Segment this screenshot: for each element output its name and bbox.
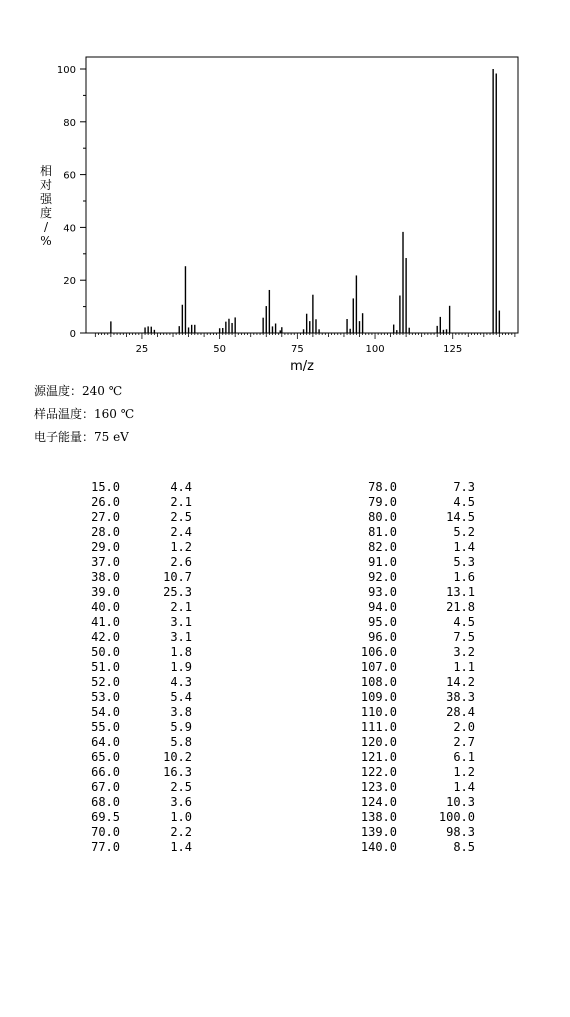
mz-value: 110.0 [360, 705, 397, 719]
table-row [355, 720, 475, 735]
abundance-value: 1.9 [170, 660, 192, 674]
peak-bars [111, 69, 499, 333]
peak-table-left [80, 480, 192, 855]
abundance-value: 4.4 [170, 480, 192, 494]
table-row [355, 660, 475, 675]
table-row [355, 525, 475, 540]
mz-value: 54.0 [91, 705, 120, 719]
y-tick-label: 40 [63, 223, 76, 235]
mz-value: 77.0 [91, 840, 120, 854]
table-row [80, 840, 192, 855]
abundance-value: 1.2 [453, 765, 475, 779]
mz-value: 120.0 [360, 735, 397, 749]
y-tick-label: 60 [63, 170, 76, 182]
mz-value: 68.0 [91, 795, 120, 809]
abundance-value: 5.9 [170, 720, 192, 734]
table-row [80, 720, 192, 735]
mz-value: 124.0 [360, 795, 397, 809]
mz-value: 39.0 [91, 585, 120, 599]
mz-value: 26.0 [91, 495, 120, 509]
mz-value: 109.0 [360, 690, 397, 704]
table-row [355, 810, 475, 825]
mz-value: 91.0 [368, 555, 397, 569]
table-row [355, 600, 475, 615]
mz-value: 67.0 [91, 780, 120, 794]
abundance-value: 2.7 [453, 735, 475, 749]
mz-value: 70.0 [91, 825, 120, 839]
table-row [355, 570, 475, 585]
abundance-value: 1.4 [453, 780, 475, 794]
peak-table-right [355, 480, 475, 855]
abundance-value: 5.3 [453, 555, 475, 569]
mz-value: 140.0 [360, 840, 397, 854]
mz-value: 82.0 [368, 540, 397, 554]
abundance-value: 1.4 [453, 540, 475, 554]
abundance-value: 1.2 [170, 540, 192, 554]
abundance-value: 5.4 [170, 690, 192, 704]
abundance-value: 2.6 [170, 555, 192, 569]
mz-value: 93.0 [368, 585, 397, 599]
abundance-value: 4.5 [453, 495, 475, 509]
table-row [80, 675, 192, 690]
table-row [80, 540, 192, 555]
mz-value: 52.0 [91, 675, 120, 689]
abundance-value: 21.8 [446, 600, 475, 614]
abundance-value: 38.3 [446, 690, 475, 704]
mz-value: 92.0 [368, 570, 397, 584]
abundance-value: 8.5 [453, 840, 475, 854]
mz-value: 38.0 [91, 570, 120, 584]
abundance-value: 10.7 [163, 570, 192, 584]
y-axis-label: 相对强度/ % [39, 164, 53, 248]
mz-value: 29.0 [91, 540, 120, 554]
table-row [80, 645, 192, 660]
table-row [80, 690, 192, 705]
mz-value: 138.0 [360, 810, 397, 824]
abundance-value: 7.3 [453, 480, 475, 494]
abundance-value: 1.8 [170, 645, 192, 659]
table-row [80, 615, 192, 630]
mz-value: 66.0 [91, 765, 120, 779]
abundance-value: 14.5 [446, 510, 475, 524]
abundance-value: 2.2 [170, 825, 192, 839]
abundance-value: 1.6 [453, 570, 475, 584]
mz-value: 122.0 [360, 765, 397, 779]
mz-value: 121.0 [360, 750, 397, 764]
table-row [355, 555, 475, 570]
abundance-value: 1.0 [170, 810, 192, 824]
table-row [80, 825, 192, 840]
table-row [80, 780, 192, 795]
y-tick-label: 100 [56, 65, 76, 76]
mz-value: 96.0 [368, 630, 397, 644]
table-row [80, 810, 192, 825]
abundance-value: 2.0 [453, 720, 475, 734]
table-row [80, 510, 192, 525]
x-tick-label: 50 [213, 344, 227, 355]
mz-value: 50.0 [91, 645, 120, 659]
plot-frame [86, 57, 518, 333]
table-row [355, 750, 475, 765]
abundance-value: 100.0 [438, 810, 475, 824]
table-row [80, 555, 192, 570]
abundance-value: 3.1 [170, 630, 192, 644]
abundance-value: 4.5 [453, 615, 475, 629]
table-row [355, 780, 475, 795]
table-row [355, 795, 475, 810]
x-axis-label: m/z [290, 359, 314, 374]
mz-value: 106.0 [360, 645, 397, 659]
table-row [355, 615, 475, 630]
mz-value: 28.0 [91, 525, 120, 539]
abundance-value: 28.4 [446, 705, 475, 719]
table-row [80, 495, 192, 510]
mz-value: 40.0 [91, 600, 120, 614]
table-row [80, 525, 192, 540]
abundance-value: 2.1 [170, 495, 192, 509]
table-row [80, 570, 192, 585]
mz-value: 108.0 [360, 675, 397, 689]
mz-value: 51.0 [91, 660, 120, 674]
table-row [80, 660, 192, 675]
table-row [355, 540, 475, 555]
mz-value: 78.0 [368, 480, 397, 494]
abundance-value: 2.1 [170, 600, 192, 614]
abundance-value: 7.5 [453, 630, 475, 644]
mz-value: 94.0 [368, 600, 397, 614]
mz-value: 95.0 [368, 615, 397, 629]
table-row [355, 705, 475, 720]
table-row [80, 765, 192, 780]
x-tick-label: 100 [365, 344, 385, 355]
table-row [355, 585, 475, 600]
x-axis [95, 333, 515, 355]
table-row [355, 690, 475, 705]
table-row [355, 495, 475, 510]
table-row [355, 630, 475, 645]
abundance-value: 1.1 [453, 660, 475, 674]
abundance-value: 2.4 [170, 525, 192, 539]
abundance-value: 3.8 [170, 705, 192, 719]
abundance-value: 5.2 [453, 525, 475, 539]
x-tick-label: 125 [443, 344, 463, 355]
abundance-value: 5.8 [170, 735, 192, 749]
table-row [355, 735, 475, 750]
mz-value: 111.0 [360, 720, 397, 734]
mz-value: 107.0 [360, 660, 397, 674]
mz-value: 81.0 [368, 525, 397, 539]
mz-value: 80.0 [368, 510, 397, 524]
y-axis [57, 65, 86, 340]
x-tick-label: 75 [290, 344, 304, 355]
mass-spectrum-chart [0, 0, 570, 380]
abundance-value: 25.3 [163, 585, 192, 599]
abundance-value: 13.1 [446, 585, 475, 599]
abundance-value: 10.3 [446, 795, 475, 809]
table-row [80, 795, 192, 810]
x-tick-label: 25 [135, 344, 149, 355]
table-row [355, 765, 475, 780]
abundance-value: 14.2 [446, 675, 475, 689]
y-tick-label: 0 [69, 329, 76, 340]
table-row [355, 675, 475, 690]
mz-value: 27.0 [91, 510, 120, 524]
table-row [355, 645, 475, 660]
table-row [355, 840, 475, 855]
table-row [355, 825, 475, 840]
table-row [80, 600, 192, 615]
sample-temperature: 样品温度：160 ℃ [34, 407, 135, 421]
mz-value: 53.0 [91, 690, 120, 704]
abundance-value: 6.1 [453, 750, 475, 764]
abundance-value: 98.3 [446, 825, 475, 839]
abundance-value: 3.2 [453, 645, 475, 659]
table-row [80, 630, 192, 645]
abundance-value: 4.3 [170, 675, 192, 689]
abundance-value: 1.4 [170, 840, 192, 854]
mz-value: 64.0 [91, 735, 120, 749]
mz-value: 65.0 [91, 750, 120, 764]
abundance-value: 10.2 [163, 750, 192, 764]
abundance-value: 3.6 [170, 795, 192, 809]
table-row [80, 750, 192, 765]
electron-energy: 电子能量：75 eV [34, 430, 129, 444]
mz-value: 69.5 [91, 810, 120, 824]
y-tick-label: 20 [63, 276, 76, 288]
abundance-value: 3.1 [170, 615, 192, 629]
mz-value: 55.0 [91, 720, 120, 734]
table-row [355, 510, 475, 525]
table-row [355, 480, 475, 495]
abundance-value: 2.5 [170, 780, 192, 794]
mz-value: 139.0 [360, 825, 397, 839]
mz-value: 37.0 [91, 555, 120, 569]
mz-value: 123.0 [360, 780, 397, 794]
table-row [80, 705, 192, 720]
mz-value: 15.0 [91, 480, 120, 494]
table-row [80, 735, 192, 750]
abundance-value: 16.3 [163, 765, 192, 779]
mz-value: 41.0 [91, 615, 120, 629]
source-temperature: 源温度：240 ℃ [34, 384, 123, 398]
table-row [80, 480, 192, 495]
y-tick-label: 80 [63, 117, 76, 129]
abundance-value: 2.5 [170, 510, 192, 524]
table-row [80, 585, 192, 600]
mz-value: 42.0 [91, 630, 120, 644]
mz-value: 79.0 [368, 495, 397, 509]
